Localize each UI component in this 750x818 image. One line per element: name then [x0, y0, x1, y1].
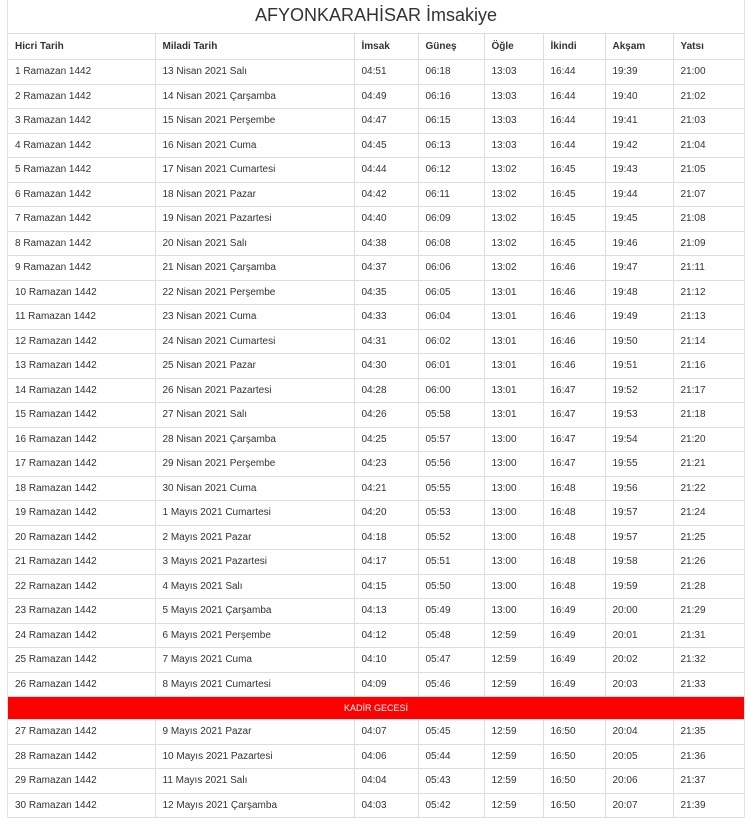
aksam-cell: 19:53 [605, 403, 673, 428]
hicri-date-cell: 9 Ramazan 1442 [8, 256, 155, 281]
column-header-yatsi: Yatsı [673, 34, 744, 60]
miladi-date-cell: 1 Mayıs 2021 Cumartesi [155, 501, 354, 526]
imsak-cell: 04:17 [354, 550, 418, 575]
page-title: AFYONKARAHİSAR İmsakiye [8, 0, 744, 34]
ogle-cell: 13:00 [484, 501, 543, 526]
aksam-cell: 19:52 [605, 378, 673, 403]
yatsi-cell: 21:20 [673, 427, 744, 452]
yatsi-cell: 21:13 [673, 305, 744, 330]
yatsi-cell: 21:12 [673, 280, 744, 305]
aksam-cell: 20:02 [605, 648, 673, 673]
ogle-cell: 13:00 [484, 525, 543, 550]
ogle-cell: 12:59 [484, 720, 543, 745]
ogle-cell: 13:01 [484, 403, 543, 428]
yatsi-cell: 21:03 [673, 109, 744, 134]
hicri-date-cell: 21 Ramazan 1442 [8, 550, 155, 575]
ikindi-cell: 16:46 [543, 329, 605, 354]
table-header-row [8, 34, 744, 60]
yatsi-cell: 21:14 [673, 329, 744, 354]
ogle-cell: 13:02 [484, 158, 543, 183]
imsak-cell: 04:20 [354, 501, 418, 526]
hicri-date-cell: 1 Ramazan 1442 [8, 60, 155, 85]
miladi-date-cell: 12 Mayıs 2021 Çarşamba [155, 793, 354, 818]
ogle-cell: 13:03 [484, 133, 543, 158]
hicri-date-cell: 7 Ramazan 1442 [8, 207, 155, 232]
miladi-date-cell: 7 Mayıs 2021 Cuma [155, 648, 354, 673]
ogle-cell: 13:02 [484, 182, 543, 207]
hicri-date-cell: 28 Ramazan 1442 [8, 744, 155, 769]
yatsi-cell: 21:36 [673, 744, 744, 769]
gunes-cell: 06:00 [418, 378, 484, 403]
table-row [8, 793, 744, 818]
imsak-cell: 04:28 [354, 378, 418, 403]
aksam-cell: 19:58 [605, 550, 673, 575]
ikindi-cell: 16:48 [543, 525, 605, 550]
yatsi-cell: 21:24 [673, 501, 744, 526]
table-row [8, 231, 744, 256]
miladi-date-cell: 22 Nisan 2021 Perşembe [155, 280, 354, 305]
table-row [8, 207, 744, 232]
yatsi-cell: 21:31 [673, 623, 744, 648]
aksam-cell: 19:41 [605, 109, 673, 134]
imsak-cell: 04:13 [354, 599, 418, 624]
ikindi-cell: 16:45 [543, 158, 605, 183]
ogle-cell: 12:59 [484, 769, 543, 794]
miladi-date-cell: 4 Mayıs 2021 Salı [155, 574, 354, 599]
gunes-cell: 06:01 [418, 354, 484, 379]
column-header-aksam: Akşam [605, 34, 673, 60]
miladi-date-cell: 20 Nisan 2021 Salı [155, 231, 354, 256]
ikindi-cell: 16:47 [543, 427, 605, 452]
column-header-ikindi: İkindi [543, 34, 605, 60]
yatsi-cell: 21:00 [673, 60, 744, 85]
hicri-date-cell: 30 Ramazan 1442 [8, 793, 155, 818]
yatsi-cell: 21:08 [673, 207, 744, 232]
aksam-cell: 19:49 [605, 305, 673, 330]
aksam-cell: 20:04 [605, 720, 673, 745]
ikindi-cell: 16:50 [543, 744, 605, 769]
aksam-cell: 20:05 [605, 744, 673, 769]
yatsi-cell: 21:29 [673, 599, 744, 624]
miladi-date-cell: 29 Nisan 2021 Perşembe [155, 452, 354, 477]
imsak-cell: 04:12 [354, 623, 418, 648]
hicri-date-cell: 19 Ramazan 1442 [8, 501, 155, 526]
ikindi-cell: 16:46 [543, 354, 605, 379]
imsak-cell: 04:33 [354, 305, 418, 330]
ikindi-cell: 16:49 [543, 648, 605, 673]
yatsi-cell: 21:07 [673, 182, 744, 207]
hicri-date-cell: 11 Ramazan 1442 [8, 305, 155, 330]
ogle-cell: 13:01 [484, 378, 543, 403]
gunes-cell: 05:58 [418, 403, 484, 428]
imsak-cell: 04:40 [354, 207, 418, 232]
hicri-date-cell: 8 Ramazan 1442 [8, 231, 155, 256]
hicri-date-cell: 16 Ramazan 1442 [8, 427, 155, 452]
hicri-date-cell: 3 Ramazan 1442 [8, 109, 155, 134]
hicri-date-cell: 14 Ramazan 1442 [8, 378, 155, 403]
column-header-hicri: Hicri Tarih [8, 34, 155, 60]
yatsi-cell: 21:02 [673, 84, 744, 109]
ogle-cell: 13:02 [484, 207, 543, 232]
gunes-cell: 05:57 [418, 427, 484, 452]
miladi-date-cell: 14 Nisan 2021 Çarşamba [155, 84, 354, 109]
imsak-cell: 04:21 [354, 476, 418, 501]
imsak-cell: 04:06 [354, 744, 418, 769]
ogle-cell: 13:03 [484, 84, 543, 109]
imsak-cell: 04:25 [354, 427, 418, 452]
kadir-gecesi-row [8, 697, 744, 720]
miladi-date-cell: 11 Mayıs 2021 Salı [155, 769, 354, 794]
aksam-cell: 20:03 [605, 672, 673, 697]
miladi-date-cell: 30 Nisan 2021 Cuma [155, 476, 354, 501]
imsak-cell: 04:10 [354, 648, 418, 673]
hicri-date-cell: 10 Ramazan 1442 [8, 280, 155, 305]
ogle-cell: 12:59 [484, 623, 543, 648]
gunes-cell: 06:09 [418, 207, 484, 232]
ikindi-cell: 16:46 [543, 256, 605, 281]
ogle-cell: 13:00 [484, 574, 543, 599]
hicri-date-cell: 6 Ramazan 1442 [8, 182, 155, 207]
gunes-cell: 06:13 [418, 133, 484, 158]
aksam-cell: 19:42 [605, 133, 673, 158]
ogle-cell: 12:59 [484, 648, 543, 673]
imsak-cell: 04:18 [354, 525, 418, 550]
hicri-date-cell: 18 Ramazan 1442 [8, 476, 155, 501]
miladi-date-cell: 8 Mayıs 2021 Cumartesi [155, 672, 354, 697]
ikindi-cell: 16:46 [543, 305, 605, 330]
aksam-cell: 19:40 [605, 84, 673, 109]
table-row [8, 403, 744, 428]
table-row [8, 256, 744, 281]
ikindi-cell: 16:49 [543, 623, 605, 648]
imsak-cell: 04:15 [354, 574, 418, 599]
hicri-date-cell: 15 Ramazan 1442 [8, 403, 155, 428]
gunes-cell: 05:52 [418, 525, 484, 550]
aksam-cell: 19:43 [605, 158, 673, 183]
table-row [8, 427, 744, 452]
column-header-imsak: İmsak [354, 34, 418, 60]
hicri-date-cell: 2 Ramazan 1442 [8, 84, 155, 109]
table-row [8, 744, 744, 769]
miladi-date-cell: 21 Nisan 2021 Çarşamba [155, 256, 354, 281]
ikindi-cell: 16:49 [543, 672, 605, 697]
miladi-date-cell: 27 Nisan 2021 Salı [155, 403, 354, 428]
ogle-cell: 12:59 [484, 793, 543, 818]
table-row [8, 623, 744, 648]
table-row [8, 501, 744, 526]
yatsi-cell: 21:04 [673, 133, 744, 158]
miladi-date-cell: 19 Nisan 2021 Pazartesi [155, 207, 354, 232]
table-row [8, 158, 744, 183]
imsak-cell: 04:35 [354, 280, 418, 305]
table-row [8, 109, 744, 134]
miladi-date-cell: 25 Nisan 2021 Pazar [155, 354, 354, 379]
aksam-cell: 19:47 [605, 256, 673, 281]
ikindi-cell: 16:45 [543, 231, 605, 256]
table-row [8, 599, 744, 624]
ikindi-cell: 16:44 [543, 60, 605, 85]
hicri-date-cell: 24 Ramazan 1442 [8, 623, 155, 648]
table-row [8, 305, 744, 330]
ikindi-cell: 16:44 [543, 109, 605, 134]
ogle-cell: 12:59 [484, 744, 543, 769]
imsak-cell: 04:07 [354, 720, 418, 745]
miladi-date-cell: 10 Mayıs 2021 Pazartesi [155, 744, 354, 769]
yatsi-cell: 21:09 [673, 231, 744, 256]
gunes-cell: 05:46 [418, 672, 484, 697]
gunes-cell: 05:42 [418, 793, 484, 818]
table-row [8, 574, 744, 599]
hicri-date-cell: 22 Ramazan 1442 [8, 574, 155, 599]
table-row [8, 354, 744, 379]
hicri-date-cell: 5 Ramazan 1442 [8, 158, 155, 183]
yatsi-cell: 21:35 [673, 720, 744, 745]
imsak-cell: 04:26 [354, 403, 418, 428]
ogle-cell: 13:03 [484, 60, 543, 85]
yatsi-cell: 21:05 [673, 158, 744, 183]
ogle-cell: 13:02 [484, 256, 543, 281]
table-row [8, 84, 744, 109]
miladi-date-cell: 15 Nisan 2021 Perşembe [155, 109, 354, 134]
ikindi-cell: 16:50 [543, 769, 605, 794]
ikindi-cell: 16:48 [543, 476, 605, 501]
hicri-date-cell: 26 Ramazan 1442 [8, 672, 155, 697]
table-row [8, 550, 744, 575]
hicri-date-cell: 20 Ramazan 1442 [8, 525, 155, 550]
ikindi-cell: 16:48 [543, 550, 605, 575]
gunes-cell: 05:47 [418, 648, 484, 673]
column-header-gunes: Güneş [418, 34, 484, 60]
table-row [8, 133, 744, 158]
ogle-cell: 13:00 [484, 452, 543, 477]
ikindi-cell: 16:48 [543, 501, 605, 526]
aksam-cell: 19:39 [605, 60, 673, 85]
miladi-date-cell: 2 Mayıs 2021 Pazar [155, 525, 354, 550]
imsak-cell: 04:23 [354, 452, 418, 477]
ikindi-cell: 16:50 [543, 793, 605, 818]
gunes-cell: 05:55 [418, 476, 484, 501]
ikindi-cell: 16:44 [543, 133, 605, 158]
aksam-cell: 19:54 [605, 427, 673, 452]
table-row [8, 60, 744, 85]
hicri-date-cell: 12 Ramazan 1442 [8, 329, 155, 354]
table-row [8, 769, 744, 794]
ikindi-cell: 16:47 [543, 452, 605, 477]
aksam-cell: 19:57 [605, 501, 673, 526]
aksam-cell: 19:56 [605, 476, 673, 501]
gunes-cell: 05:43 [418, 769, 484, 794]
imsak-cell: 04:03 [354, 793, 418, 818]
aksam-cell: 19:57 [605, 525, 673, 550]
yatsi-cell: 21:18 [673, 403, 744, 428]
imsak-cell: 04:37 [354, 256, 418, 281]
gunes-cell: 05:49 [418, 599, 484, 624]
imsak-cell: 04:09 [354, 672, 418, 697]
ikindi-cell: 16:49 [543, 599, 605, 624]
imsakiye-table [8, 34, 744, 818]
miladi-date-cell: 23 Nisan 2021 Cuma [155, 305, 354, 330]
gunes-cell: 05:44 [418, 744, 484, 769]
imsak-cell: 04:45 [354, 133, 418, 158]
imsak-cell: 04:49 [354, 84, 418, 109]
ogle-cell: 13:00 [484, 476, 543, 501]
ikindi-cell: 16:48 [543, 574, 605, 599]
gunes-cell: 06:18 [418, 60, 484, 85]
gunes-cell: 06:02 [418, 329, 484, 354]
table-row [8, 525, 744, 550]
hicri-date-cell: 13 Ramazan 1442 [8, 354, 155, 379]
table-row [8, 182, 744, 207]
gunes-cell: 05:50 [418, 574, 484, 599]
miladi-date-cell: 13 Nisan 2021 Salı [155, 60, 354, 85]
miladi-date-cell: 6 Mayıs 2021 Perşembe [155, 623, 354, 648]
hicri-date-cell: 29 Ramazan 1442 [8, 769, 155, 794]
ikindi-cell: 16:45 [543, 182, 605, 207]
table-row [8, 329, 744, 354]
aksam-cell: 20:01 [605, 623, 673, 648]
gunes-cell: 06:16 [418, 84, 484, 109]
yatsi-cell: 21:21 [673, 452, 744, 477]
aksam-cell: 19:55 [605, 452, 673, 477]
yatsi-cell: 21:39 [673, 793, 744, 818]
imsak-cell: 04:38 [354, 231, 418, 256]
aksam-cell: 19:45 [605, 207, 673, 232]
miladi-date-cell: 17 Nisan 2021 Cumartesi [155, 158, 354, 183]
aksam-cell: 19:48 [605, 280, 673, 305]
hicri-date-cell: 25 Ramazan 1442 [8, 648, 155, 673]
imsakiye-panel [7, 0, 745, 818]
table-body-after [8, 720, 744, 818]
miladi-date-cell: 9 Mayıs 2021 Pazar [155, 720, 354, 745]
miladi-date-cell: 3 Mayıs 2021 Pazartesi [155, 550, 354, 575]
aksam-cell: 19:59 [605, 574, 673, 599]
hicri-date-cell: 17 Ramazan 1442 [8, 452, 155, 477]
imsak-cell: 04:42 [354, 182, 418, 207]
ogle-cell: 13:01 [484, 329, 543, 354]
aksam-cell: 20:00 [605, 599, 673, 624]
hicri-date-cell: 4 Ramazan 1442 [8, 133, 155, 158]
gunes-cell: 06:15 [418, 109, 484, 134]
yatsi-cell: 21:28 [673, 574, 744, 599]
miladi-date-cell: 24 Nisan 2021 Cumartesi [155, 329, 354, 354]
gunes-cell: 06:11 [418, 182, 484, 207]
ikindi-cell: 16:47 [543, 378, 605, 403]
special-row-group [8, 697, 744, 720]
aksam-cell: 19:51 [605, 354, 673, 379]
ogle-cell: 13:02 [484, 231, 543, 256]
ikindi-cell: 16:47 [543, 403, 605, 428]
ogle-cell: 13:01 [484, 305, 543, 330]
table-body-before [8, 60, 744, 697]
miladi-date-cell: 5 Mayıs 2021 Çarşamba [155, 599, 354, 624]
miladi-date-cell: 18 Nisan 2021 Pazar [155, 182, 354, 207]
yatsi-cell: 21:22 [673, 476, 744, 501]
yatsi-cell: 21:25 [673, 525, 744, 550]
imsak-cell: 04:44 [354, 158, 418, 183]
aksam-cell: 19:44 [605, 182, 673, 207]
imsak-cell: 04:04 [354, 769, 418, 794]
table-row [8, 280, 744, 305]
gunes-cell: 06:08 [418, 231, 484, 256]
ogle-cell: 13:00 [484, 427, 543, 452]
ikindi-cell: 16:45 [543, 207, 605, 232]
table-row [8, 452, 744, 477]
gunes-cell: 05:53 [418, 501, 484, 526]
yatsi-cell: 21:26 [673, 550, 744, 575]
table-row [8, 476, 744, 501]
gunes-cell: 06:12 [418, 158, 484, 183]
ikindi-cell: 16:50 [543, 720, 605, 745]
yatsi-cell: 21:37 [673, 769, 744, 794]
miladi-date-cell: 26 Nisan 2021 Pazartesi [155, 378, 354, 403]
ikindi-cell: 16:46 [543, 280, 605, 305]
yatsi-cell: 21:11 [673, 256, 744, 281]
ogle-cell: 13:00 [484, 599, 543, 624]
yatsi-cell: 21:17 [673, 378, 744, 403]
column-header-miladi: Miladi Tarih [155, 34, 354, 60]
ogle-cell: 13:01 [484, 354, 543, 379]
imsak-cell: 04:31 [354, 329, 418, 354]
aksam-cell: 19:50 [605, 329, 673, 354]
gunes-cell: 06:06 [418, 256, 484, 281]
gunes-cell: 05:56 [418, 452, 484, 477]
gunes-cell: 05:48 [418, 623, 484, 648]
aksam-cell: 20:06 [605, 769, 673, 794]
ogle-cell: 12:59 [484, 672, 543, 697]
ikindi-cell: 16:44 [543, 84, 605, 109]
table-row [8, 648, 744, 673]
table-row [8, 378, 744, 403]
gunes-cell: 06:04 [418, 305, 484, 330]
hicri-date-cell: 27 Ramazan 1442 [8, 720, 155, 745]
column-header-ogle: Öğle [484, 34, 543, 60]
table-row [8, 720, 744, 745]
yatsi-cell: 21:32 [673, 648, 744, 673]
miladi-date-cell: 16 Nisan 2021 Cuma [155, 133, 354, 158]
imsak-cell: 04:30 [354, 354, 418, 379]
yatsi-cell: 21:16 [673, 354, 744, 379]
ogle-cell: 13:01 [484, 280, 543, 305]
miladi-date-cell: 28 Nisan 2021 Çarşamba [155, 427, 354, 452]
yatsi-cell: 21:33 [673, 672, 744, 697]
hicri-date-cell: 23 Ramazan 1442 [8, 599, 155, 624]
imsak-cell: 04:47 [354, 109, 418, 134]
aksam-cell: 19:46 [605, 231, 673, 256]
imsak-cell: 04:51 [354, 60, 418, 85]
ogle-cell: 13:00 [484, 550, 543, 575]
gunes-cell: 05:51 [418, 550, 484, 575]
table-row [8, 672, 744, 697]
aksam-cell: 20:07 [605, 793, 673, 818]
kadir-gecesi-label: KADİR GECESİ [8, 697, 744, 720]
gunes-cell: 06:05 [418, 280, 484, 305]
gunes-cell: 05:45 [418, 720, 484, 745]
ogle-cell: 13:03 [484, 109, 543, 134]
